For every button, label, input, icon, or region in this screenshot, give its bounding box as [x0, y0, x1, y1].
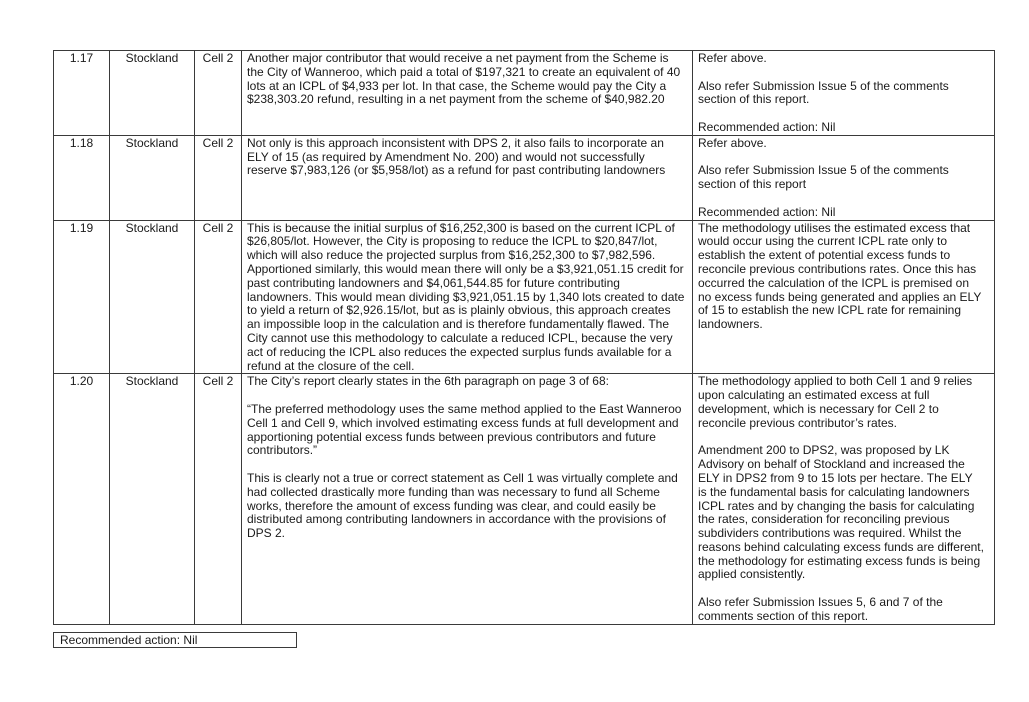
recommended-action-box: Recommended action: Nil [53, 632, 297, 648]
submission-number: 1.18 [54, 135, 110, 220]
submitter-name: Stockland [110, 220, 195, 374]
table-row [54, 51, 995, 136]
submission-text [242, 220, 693, 374]
response-paragraph: Amendment 200 to DPS2, was proposed by LK Advisory on behalf of Stockland and increased the ELY in DPS2 from 9 to 15 lots per hectare. The ELY is the fundamental basis for calculating landowners ICPL rates and by changing the basis for calculating the rates, consideration for reconciling previous subdividers contributions was required. Whilst the reasons behind calculating excess funds are different, the methodology for estimating excess funds is being applied consistently. [698, 443, 984, 582]
table-row [54, 220, 995, 374]
submission-number: 1.20 [54, 374, 110, 624]
submissions-table [53, 50, 995, 625]
cell-name: Cell 2 [195, 374, 242, 624]
submission-paragraph: This is because the initial surplus of $16,252,300 is based on the current ICPL of $26,805/lot. However, the City is proposing to reduce the ICPL to $20,847/lot, which will also reduce the projected surplus from $16,252,300 to $7,982,596. Apportioned similarly, this would mean there will only be a $3,921,051.15 credit for past contributing landowners and $4,061,544.85 for future contributing landowners. This would mean dividing $3,921,051.15 by 1,340 lots created to date to yield a return of $2,926.15/lot, but as is plainly obvious, this approach creates an impossible loop in the calculation and is therefore fundamentally flawed. The City cannot use this methodology to calculate a reduced ICPL, because the very act of reducing the ICPL also reduces the expected surplus funds available for a refund at the closure of the cell. [247, 220, 685, 373]
response-paragraph: Recommended action: Nil [698, 204, 836, 219]
submission-paragraph: “The preferred methodology uses the same method applied to the East Wanneroo Cell 1 and Cell 9, which involved estimating excess funds at full development and apportioning potential excess funds between previous contributors and future contributors.” [247, 401, 682, 458]
submission-number: 1.19 [54, 220, 110, 374]
submission-text [242, 51, 693, 136]
response-paragraph: The methodology utilises the estimated excess that would occur using the current ICPL rate only to establish the extent of potential excess funds to reconcile previous contributions rates. Once this has occurred the calculation of the ICPL is premised on no excess funds being generated and applies an ELY of 15 to establish the new ICPL rate for remaining landowners. [698, 220, 982, 332]
response-text [693, 374, 995, 624]
submission-number: 1.17 [54, 51, 110, 136]
response-paragraph: Also refer Submission Issues 5, 6 and 7 of the comments section of this report. [698, 595, 943, 623]
response-paragraph: Refer above. [698, 135, 767, 150]
table-row [54, 135, 995, 220]
cell-name: Cell 2 [195, 51, 242, 136]
cell-name: Cell 2 [195, 135, 242, 220]
response-paragraph: The methodology applied to both Cell 1 and 9 relies upon calculating an estimated excess at full development, which is necessary for Cell 2 to reconcile previous contributor’s rates. [698, 374, 973, 430]
submission-paragraph: Another major contributor that would receive a net payment from the Scheme is the City of Wanneroo, which paid a total of $197,321 to create an equivalent of 40 lots at an ICPL of $4,933 per lot. In that case, the Scheme would pay the City a $238,303.20 refund, resulting in a net payment from the scheme of $40,982.20 [247, 51, 681, 107]
response-paragraph: Recommended action: Nil [698, 119, 836, 134]
table-row [54, 374, 995, 624]
response-text [693, 51, 995, 136]
submitter-name: Stockland [110, 135, 195, 220]
response-text [693, 220, 995, 374]
cell-name: Cell 2 [195, 220, 242, 374]
submitter-name: Stockland [110, 51, 195, 136]
response-paragraph: Refer above. [698, 51, 767, 65]
response-paragraph: Also refer Submission Issue 5 of the comments section of this report [698, 163, 949, 192]
response-paragraph: Also refer Submission Issue 5 of the comments section of this report. [698, 78, 949, 107]
submission-paragraph: This is clearly not a true or correct statement as Cell 1 was virtually complete and had collected drastically more funding than was necessary to fund all Scheme works, therefore the amount of excess funding was clear, and could easily be distributed among contributing landowners in accordance with the provisions of DPS 2. [247, 470, 678, 541]
submission-text [242, 374, 693, 624]
submission-paragraph: Not only is this approach inconsistent with DPS 2, it also fails to incorporate an ELY of 15 (as required by Amendment No. 200) and would not successfully reserve $7,983,126 (or $5,958/lot) as a refund for past contributing landowners [247, 135, 666, 178]
submission-text [242, 135, 693, 220]
response-text [693, 135, 995, 220]
submission-paragraph: The City’s report clearly states in the 6th paragraph on page 3 of 68: [247, 374, 609, 389]
submitter-name: Stockland [110, 374, 195, 624]
